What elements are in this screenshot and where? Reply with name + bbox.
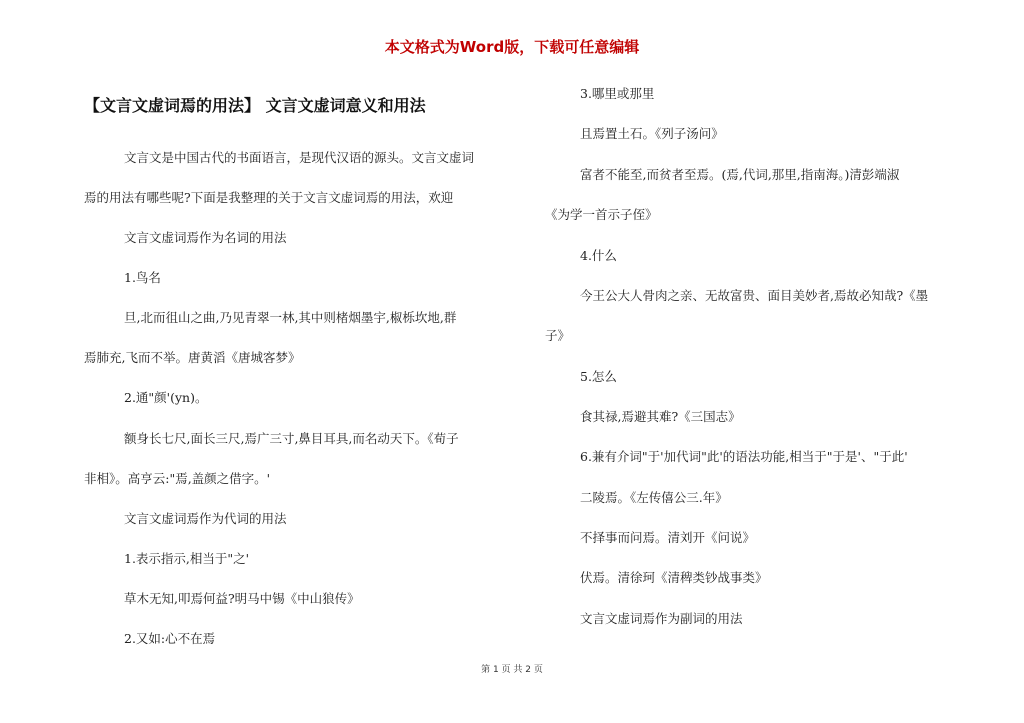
list-item: 1.鸟名 [124,270,161,285]
paragraph-line: 且焉置土石。《列子汤问》 [580,126,724,141]
paragraph-line: 二陵焉。《左传僖公三.年》 [580,490,728,505]
paragraph-line: 文言文是中国古代的书面语言，是现代汉语的源头。文言文虚词 [124,150,475,165]
section-heading: 文言文虚词焉作为副词的用法 [580,611,743,626]
paragraph-line: 草木无知,叩焉何益?明马中锡《中山狼传》 [124,591,360,606]
paragraph-line: 子》 [545,328,571,343]
paragraph-line: 额身长七尺,面长三尺,焉广三寸,鼻目耳具,而名动天下。《荀子 [124,431,459,446]
paragraph-line: 富者不能至,而贫者至焉。(焉,代词,那里,指南海。)清彭端淑 [580,167,900,182]
paragraph-line: 不择事而问焉。清刘开《问说》 [580,530,756,545]
list-item: 2.又如:心不在焉 [124,631,216,646]
paragraph-line: 伏焉。清徐珂《清稗类钞战事类》 [580,570,768,585]
paragraph-line: 非相》。高亨云:"焉,盖颜之借字。' [84,471,271,486]
list-item: 2.通"颜'(yn)。 [124,390,208,405]
page-title: 【文言文虚词焉的用法】 文言文虚词意义和用法 [84,96,426,115]
list-item: 4.什么 [580,248,617,263]
paragraph-line: 食其禄,焉避其难?《三国志》 [580,409,741,424]
paragraph-line: 《为学一首示子侄》 [545,207,658,222]
list-item: 3.哪里或那里 [580,86,655,101]
list-item: 6.兼有介词"于'加代词"此'的语法功能,相当于"于是'、"于此' [580,449,908,464]
section-heading: 文言文虚词焉作为名词的用法 [124,230,287,245]
page-number: 第 1 页 共 2 页 [481,665,543,675]
document-banner: 本文格式为Word版，下载可任意编辑 [384,38,640,56]
paragraph-line: 旦,北而徂山之曲,乃见青翠一林,其中则楮烟墨宇,椒栎坎地,群 [124,310,457,325]
list-item: 5.怎么 [580,369,617,384]
paragraph-line: 今王公大人骨肉之亲、无故富贵、面目美妙者,焉故必知哉?《墨 [580,288,929,303]
list-item: 1.表示指示,相当于"之' [124,551,250,566]
section-heading: 文言文虚词焉作为代词的用法 [124,511,287,526]
paragraph-line: 焉肺充,飞而不举。唐黄滔《唐城客梦》 [84,350,301,365]
paragraph-line: 焉的用法有哪些呢?下面是我整理的关于文言文虚词焉的用法，欢迎 [84,190,454,205]
